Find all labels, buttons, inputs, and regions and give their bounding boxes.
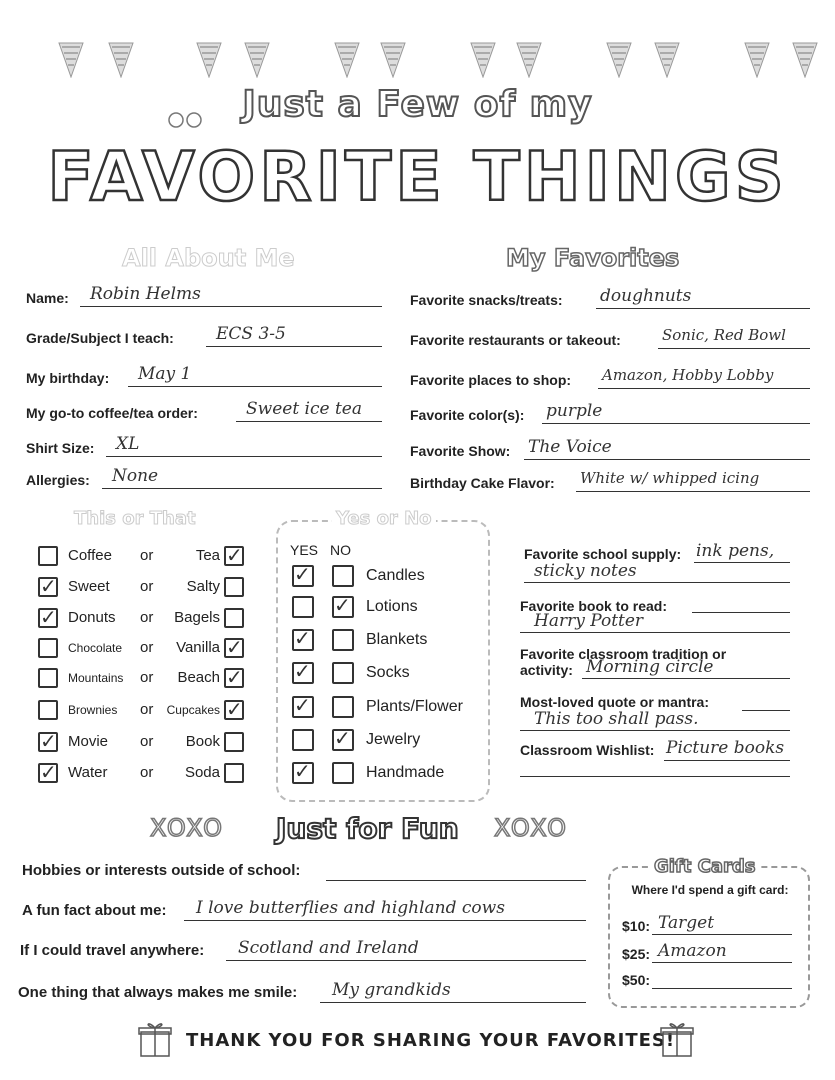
option-brownies: Brownies bbox=[68, 703, 118, 717]
about-value-1[interactable]: ECS 3-5 bbox=[216, 324, 286, 344]
section-heading-this-or-that: This or That bbox=[74, 508, 196, 529]
about-line-1 bbox=[206, 346, 382, 347]
bunting-flag-icon bbox=[58, 42, 84, 78]
option-salty: Salty bbox=[186, 578, 220, 595]
favorite-value-3[interactable]: purple bbox=[546, 401, 603, 421]
school-supply-line-2 bbox=[524, 582, 790, 583]
bunting-flag-icon bbox=[654, 42, 680, 78]
section-heading-about: All About Me bbox=[122, 244, 295, 272]
section-heading-gift: Gift Cards bbox=[650, 856, 759, 877]
about-label-0: Name: bbox=[26, 290, 69, 306]
favorite-line-1 bbox=[658, 348, 810, 349]
or-label: or bbox=[140, 578, 154, 595]
about-line-4 bbox=[106, 456, 382, 457]
school-supply-value-2[interactable]: sticky notes bbox=[534, 561, 637, 581]
checkbox-vanilla[interactable] bbox=[224, 638, 244, 658]
option-beach: Beach bbox=[177, 669, 220, 686]
option-mountains: Mountains bbox=[68, 671, 124, 685]
gift-value-0[interactable]: Target bbox=[658, 913, 715, 933]
tradition-value[interactable]: Morning circle bbox=[586, 657, 714, 677]
yes-checkbox-jewelry[interactable] bbox=[292, 729, 314, 751]
or-label: or bbox=[140, 764, 154, 781]
fun-value-3[interactable]: My grandkids bbox=[332, 980, 451, 1000]
thank-you-message: THANK YOU FOR SHARING YOUR FAVORITES! bbox=[186, 1030, 676, 1051]
page-subtitle: Just a Few of my bbox=[242, 84, 593, 125]
or-label: or bbox=[140, 609, 154, 626]
option-bagels: Bagels bbox=[174, 609, 220, 626]
or-label: or bbox=[140, 547, 154, 564]
no-checkbox-handmade[interactable] bbox=[332, 762, 354, 784]
gift-line-2 bbox=[652, 988, 792, 989]
section-heading-yes-or-no: Yes or No bbox=[332, 508, 436, 529]
favorite-label-1: Favorite restaurants or takeout: bbox=[410, 332, 621, 348]
option-tea: Tea bbox=[195, 547, 220, 564]
favorite-line-4 bbox=[524, 459, 810, 460]
yes-no-label-blankets: Blankets bbox=[366, 631, 428, 648]
about-value-5[interactable]: None bbox=[112, 466, 159, 486]
favorite-line-2 bbox=[598, 388, 810, 389]
checkbox-tea[interactable] bbox=[224, 546, 244, 566]
quote-label: Most-loved quote or mantra: bbox=[520, 694, 710, 710]
yes-no-label-socks: Socks bbox=[366, 664, 410, 681]
option-cupcakes: Cupcakes bbox=[166, 703, 220, 717]
option-sweet: Sweet bbox=[68, 578, 110, 595]
gift-line-1 bbox=[652, 962, 792, 963]
section-heading-fun: Just for Fun bbox=[276, 812, 459, 845]
yes-no-label-candles: Candles bbox=[366, 567, 425, 584]
fun-label-3: One thing that always makes me smile: bbox=[18, 984, 298, 1001]
no-checkbox-lotions[interactable] bbox=[332, 596, 354, 618]
gift-icon bbox=[138, 1020, 172, 1063]
no-checkbox-blankets[interactable] bbox=[332, 629, 354, 651]
fun-value-1[interactable]: I love butterflies and highland cows bbox=[196, 898, 505, 918]
bunting-flag-icon bbox=[470, 42, 496, 78]
yes-no-label-jewelry: Jewelry bbox=[366, 731, 421, 748]
bunting-flag-icon bbox=[792, 42, 818, 78]
yes-checkbox-plants-flower[interactable] bbox=[292, 696, 314, 718]
no-checkbox-plants-flower[interactable] bbox=[332, 696, 354, 718]
fun-line-3 bbox=[320, 1002, 586, 1003]
checkbox-bagels[interactable] bbox=[224, 608, 244, 628]
option-water: Water bbox=[68, 764, 108, 781]
tradition-label: Favorite classroom tradition or bbox=[520, 646, 727, 662]
wishlist-line bbox=[664, 760, 790, 761]
yes-column-header: YES bbox=[290, 542, 319, 558]
bunting-flag-icon bbox=[334, 42, 360, 78]
bunting-flag-icon bbox=[744, 42, 770, 78]
checkbox-donuts[interactable] bbox=[38, 608, 58, 628]
school-supply-line bbox=[694, 562, 790, 563]
favorite-value-4[interactable]: The Voice bbox=[528, 437, 612, 457]
xo-left: XOXO bbox=[150, 814, 225, 842]
yes-no-label-handmade: Handmade bbox=[366, 764, 445, 781]
favorite-label-4: Favorite Show: bbox=[410, 443, 511, 459]
bunting-flag-icon bbox=[606, 42, 632, 78]
option-soda: Soda bbox=[184, 764, 220, 781]
gift-amount-1: $25: bbox=[622, 946, 651, 962]
fun-line-1 bbox=[184, 920, 586, 921]
tradition-label-2: activity: bbox=[520, 662, 573, 678]
favorite-label-2: Favorite places to shop: bbox=[410, 372, 572, 388]
book-line bbox=[692, 612, 790, 613]
favorite-line-5 bbox=[576, 491, 810, 492]
no-column-header: NO bbox=[330, 542, 351, 558]
gift-amount-0: $10: bbox=[622, 918, 651, 934]
gift-amount-2: $50: bbox=[622, 972, 651, 988]
no-checkbox-candles[interactable] bbox=[332, 565, 354, 587]
wishlist-line-2 bbox=[520, 776, 790, 777]
yes-checkbox-blankets[interactable] bbox=[292, 629, 314, 651]
about-label-4: Shirt Size: bbox=[26, 440, 95, 456]
favorite-value-0[interactable]: doughnuts bbox=[600, 286, 692, 306]
or-label: or bbox=[140, 639, 154, 656]
school-supply-label: Favorite school supply: bbox=[524, 546, 682, 562]
gift-value-1[interactable]: Amazon bbox=[658, 941, 727, 961]
option-donuts: Donuts bbox=[68, 609, 116, 626]
yes-checkbox-socks[interactable] bbox=[292, 662, 314, 684]
wishlist-label: Classroom Wishlist: bbox=[520, 742, 655, 758]
about-line-2 bbox=[128, 386, 382, 387]
bunting-flag-icon bbox=[244, 42, 270, 78]
book-label: Favorite book to read: bbox=[520, 598, 668, 614]
quote-value[interactable]: This too shall pass. bbox=[534, 709, 699, 729]
bunting-flag-icon bbox=[196, 42, 222, 78]
tradition-line bbox=[582, 678, 790, 679]
about-line-0 bbox=[80, 306, 382, 307]
fun-line-2 bbox=[226, 960, 586, 961]
wishlist-value[interactable]: Picture books bbox=[666, 738, 785, 758]
favorite-label-3: Favorite color(s): bbox=[410, 407, 525, 423]
checkbox-mountains[interactable] bbox=[38, 668, 58, 688]
gift-line-0 bbox=[652, 934, 792, 935]
yes-no-label-plants-flower: Plants/Flower bbox=[366, 698, 463, 715]
about-value-0[interactable]: Robin Helms bbox=[90, 284, 201, 304]
quote-line-2 bbox=[520, 730, 790, 731]
yes-checkbox-lotions[interactable] bbox=[292, 596, 314, 618]
checkbox-beach[interactable] bbox=[224, 668, 244, 688]
option-coffee: Coffee bbox=[68, 547, 112, 564]
checkbox-water[interactable] bbox=[38, 763, 58, 783]
checkbox-chocolate[interactable] bbox=[38, 638, 58, 658]
checkbox-cupcakes[interactable] bbox=[224, 700, 244, 720]
option-book: Book bbox=[185, 733, 220, 750]
book-value[interactable]: Harry Potter bbox=[534, 611, 644, 631]
page-title: FAVORITE THINGS bbox=[47, 138, 788, 217]
about-value-4[interactable]: XL bbox=[116, 434, 140, 454]
fun-value-2[interactable]: Scotland and Ireland bbox=[238, 938, 419, 958]
about-line-3 bbox=[236, 421, 382, 422]
checkbox-coffee[interactable] bbox=[38, 546, 58, 566]
checkbox-movie[interactable] bbox=[38, 732, 58, 752]
fun-label-0: Hobbies or interests outside of school: bbox=[22, 862, 301, 879]
option-movie: Movie bbox=[68, 733, 109, 750]
about-value-2[interactable]: May 1 bbox=[138, 364, 192, 384]
favorite-label-5: Birthday Cake Flavor: bbox=[410, 475, 555, 491]
favorite-value-1[interactable]: Sonic, Red Bowl bbox=[662, 326, 786, 344]
or-label: or bbox=[140, 669, 154, 686]
about-value-3[interactable]: Sweet ice tea bbox=[246, 399, 363, 419]
checkbox-book[interactable] bbox=[224, 732, 244, 752]
bunting-flag-icon bbox=[380, 42, 406, 78]
or-label: or bbox=[140, 701, 154, 718]
gift-icon bbox=[660, 1020, 694, 1063]
about-label-3: My go-to coffee/tea order: bbox=[26, 405, 198, 421]
checkbox-sweet[interactable] bbox=[38, 577, 58, 597]
about-label-5: Allergies: bbox=[26, 472, 90, 488]
no-checkbox-jewelry[interactable] bbox=[332, 729, 354, 751]
about-line-5 bbox=[102, 488, 382, 489]
section-heading-favorites: My Favorites bbox=[506, 244, 680, 272]
checkbox-brownies[interactable] bbox=[38, 700, 58, 720]
favorite-line-0 bbox=[596, 308, 810, 309]
school-supply-value[interactable]: ink pens, bbox=[696, 541, 775, 561]
yes-no-label-lotions: Lotions bbox=[366, 598, 418, 615]
option-chocolate: Chocolate bbox=[68, 641, 123, 655]
checkbox-soda[interactable] bbox=[224, 763, 244, 783]
bunting-flag-icon bbox=[516, 42, 542, 78]
xo-right: XOXO bbox=[494, 814, 569, 842]
fun-line-0 bbox=[326, 880, 586, 881]
favorite-value-2[interactable]: Amazon, Hobby Lobby bbox=[602, 366, 774, 384]
favorite-value-5[interactable]: White w/ whipped icing bbox=[580, 469, 760, 487]
quote-line bbox=[742, 710, 790, 711]
fun-label-1: A fun fact about me: bbox=[22, 902, 167, 919]
yes-checkbox-handmade[interactable] bbox=[292, 762, 314, 784]
yes-checkbox-candles[interactable] bbox=[292, 565, 314, 587]
checkbox-salty[interactable] bbox=[224, 577, 244, 597]
or-label: or bbox=[140, 733, 154, 750]
book-line-2 bbox=[520, 632, 790, 633]
bunting-flag-icon bbox=[108, 42, 134, 78]
no-checkbox-socks[interactable] bbox=[332, 662, 354, 684]
gift-prompt: Where I'd spend a gift card: bbox=[631, 883, 789, 897]
option-vanilla: Vanilla bbox=[176, 639, 220, 656]
favorite-line-3 bbox=[542, 423, 810, 424]
favorite-label-0: Favorite snacks/treats: bbox=[410, 292, 563, 308]
fun-label-2: If I could travel anywhere: bbox=[20, 942, 205, 959]
about-label-2: My birthday: bbox=[26, 370, 110, 386]
about-label-1: Grade/Subject I teach: bbox=[26, 330, 174, 346]
